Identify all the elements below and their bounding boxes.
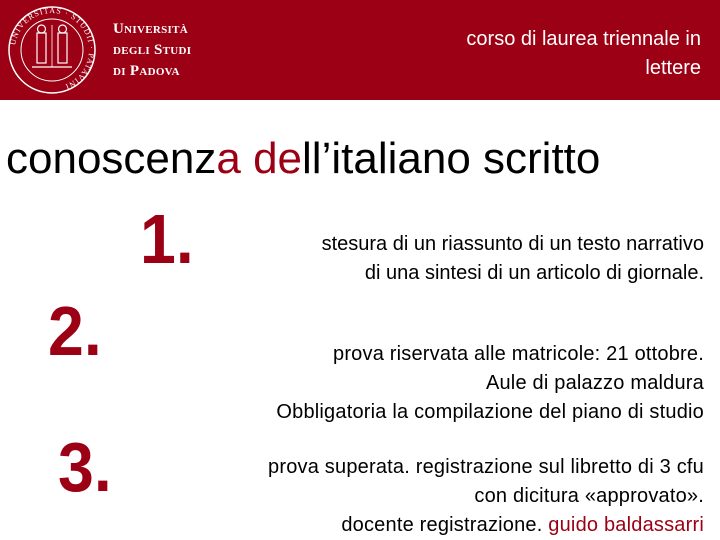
step-3-line-3-text: docente registrazione. (341, 514, 549, 536)
university-logo-text (113, 19, 191, 82)
course-title (371, 25, 701, 83)
logo-line-1: Università (113, 21, 188, 37)
university-seal-icon (7, 5, 97, 95)
step-2-text (276, 340, 704, 427)
course-line-2: lettere (645, 57, 701, 79)
teacher-name: guido baldassarri (548, 514, 704, 536)
slide-title (6, 133, 600, 185)
seal-text: UNIVERSITAS · STUDII · PATAVINI (8, 5, 97, 92)
step-2-line-3: Obbligatoria la compilazione del piano di studio (276, 401, 704, 423)
title-part-1: conoscenz (6, 134, 217, 183)
header-bar (0, 0, 720, 100)
step-2-line-2: Aule di palazzo maldura (485, 372, 704, 394)
title-part-5: ll’italiano scritto (302, 134, 601, 183)
step-3-line-3 (268, 511, 704, 540)
step-1-line-1: stesura di un riassunto di un testo narrativo (321, 233, 704, 255)
step-number-2: 2. (48, 292, 102, 370)
logo-line-3: di Padova (113, 63, 180, 79)
step-3-line-2: con dicitura «approvato». (474, 485, 704, 507)
step-2-line-1: prova riservata alle matricole: 21 ottobre. (333, 343, 704, 365)
step-1-line-2: di una sintesi di un articolo di giornale. (364, 262, 704, 284)
step-1-text (322, 230, 704, 288)
logo-line-2: degli Studi (113, 42, 192, 58)
title-accent-de: de (253, 134, 303, 183)
title-space (241, 134, 253, 183)
title-accent-a: a (216, 134, 241, 183)
step-number-3: 3. (58, 428, 112, 506)
step-number-1: 1. (140, 200, 194, 278)
course-line-1: corso di laurea triennale in (466, 28, 701, 50)
step-3-text (268, 453, 704, 540)
step-3-line-1: prova superata. registrazione sul libretto di 3 cfu (268, 456, 704, 478)
